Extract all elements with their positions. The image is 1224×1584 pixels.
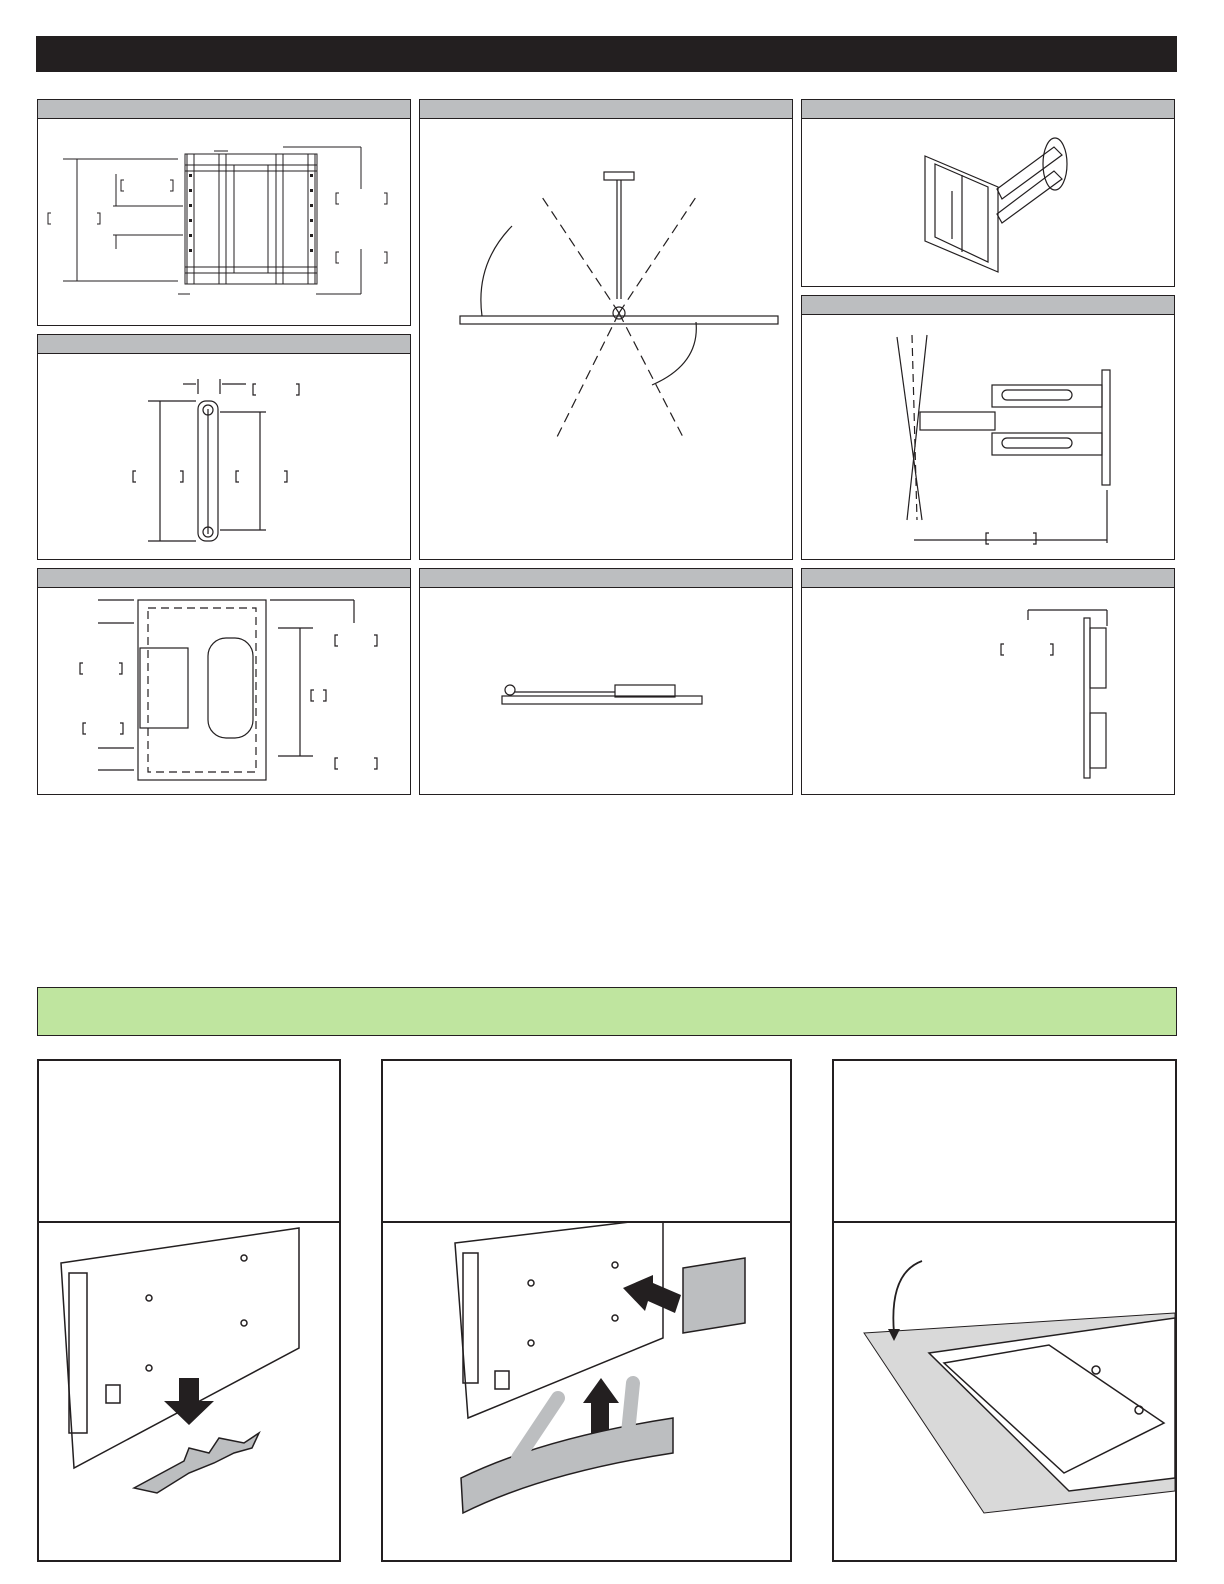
panel-header [38, 335, 410, 354]
panel-front-dimensions [37, 99, 411, 326]
tilt-range-drawing [802, 315, 1174, 559]
tv-on-cloth-illustration [834, 1223, 1175, 1560]
step-lay-tv-flat [832, 1059, 1177, 1562]
front-dimension-drawing [38, 119, 410, 325]
step-banner [37, 987, 1177, 1036]
panel-header [802, 569, 1174, 588]
panel-header [420, 100, 792, 119]
plate-attach-illustration [383, 1223, 790, 1560]
left-arrow-icon [623, 1275, 681, 1313]
side-folded-drawing [802, 588, 1174, 794]
panel-side-folded [801, 568, 1175, 795]
tv-base-removal-illustration [39, 1223, 339, 1560]
step-remove-base [37, 1059, 341, 1562]
panel-tilt-side-view [801, 295, 1175, 560]
down-arrow-icon [164, 1378, 214, 1425]
panel-header [802, 100, 1174, 119]
panel-side-profile [37, 334, 411, 560]
swivel-range-drawing [420, 119, 792, 559]
side-profile-drawing [38, 354, 410, 559]
panel-header [38, 569, 410, 588]
panel-header [420, 569, 792, 588]
top-folded-drawing [420, 588, 792, 794]
panel-top-folded [419, 568, 793, 795]
title-bar [36, 36, 1177, 72]
isometric-mount-drawing [802, 119, 1174, 286]
panel-isometric-view [801, 99, 1175, 287]
panel-swivel-top-view [419, 99, 793, 560]
step-attach-plate [381, 1059, 792, 1562]
panel-front-folded [37, 568, 411, 795]
front-folded-drawing [38, 588, 410, 794]
panel-header [802, 296, 1174, 315]
panel-header [38, 100, 410, 119]
curved-arrow-icon [888, 1261, 922, 1341]
